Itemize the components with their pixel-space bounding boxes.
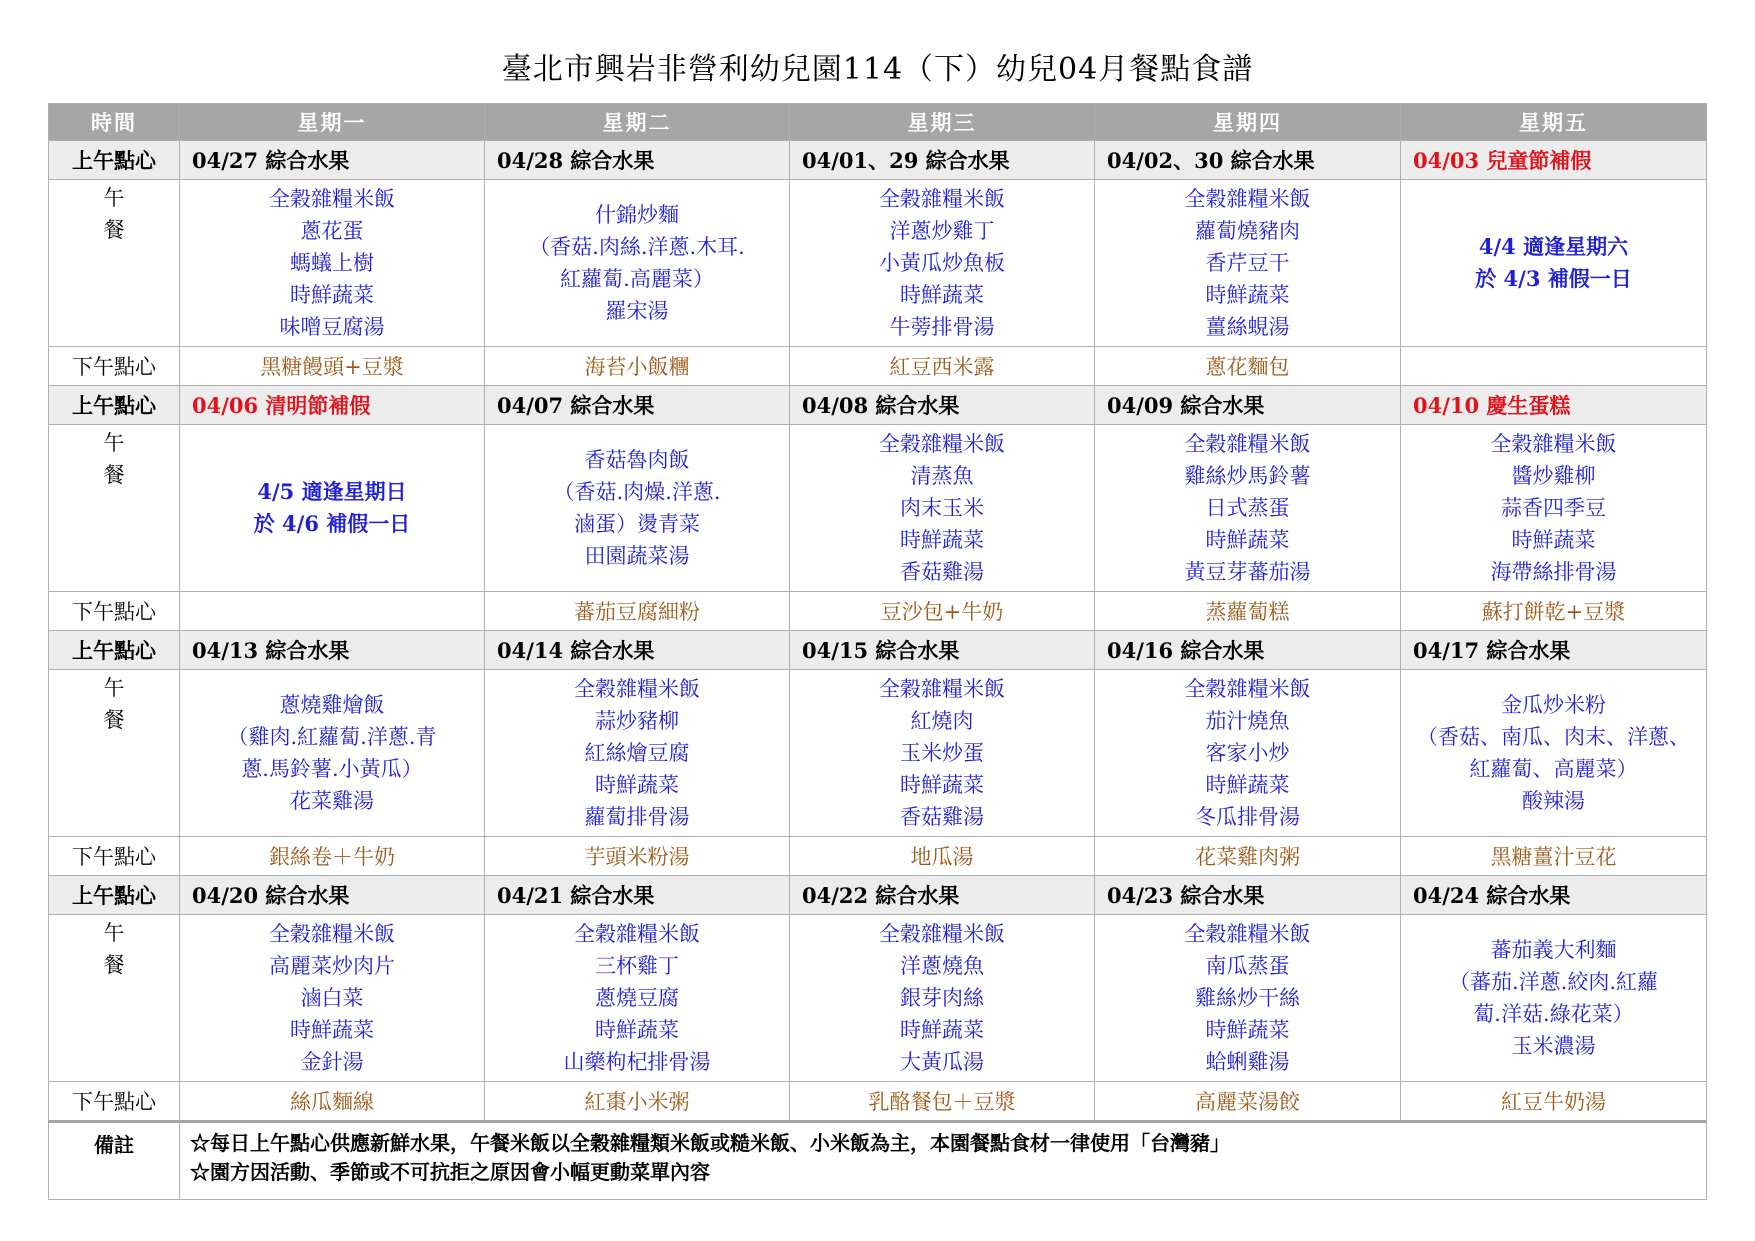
- menu-item: 時鮮蔬菜: [290, 283, 374, 307]
- pm-snack-row: [49, 1082, 1707, 1122]
- menu-item: 4/4 適逢星期六: [1478, 234, 1629, 259]
- menu-item: 冬瓜排骨湯: [1195, 805, 1300, 829]
- notes-row: [49, 1122, 1707, 1200]
- row-label-lunch-text: 午餐: [103, 921, 125, 977]
- menu-item: 大黃瓜湯: [900, 1050, 984, 1074]
- menu-item: 蒜炒豬柳: [595, 709, 679, 733]
- pm-snack-thursday: 蔥花麵包: [1095, 347, 1401, 386]
- notes-text: [180, 1122, 1707, 1200]
- menu-item: 客家小炒: [1205, 741, 1290, 765]
- am-snack-wednesday: 04/01、29 綜合水果: [790, 141, 1095, 180]
- am-snack-row: [49, 631, 1707, 670]
- row-label-notes: 備註: [49, 1122, 180, 1200]
- menu-item: 時鮮蔬菜: [595, 1018, 679, 1042]
- menu-item: 田園蔬菜湯: [584, 544, 690, 568]
- am-snack-monday: 04/06 清明節補假: [180, 386, 485, 425]
- menu-item: 洋蔥炒雞丁: [889, 219, 995, 243]
- pm-snack-friday: [1401, 347, 1707, 386]
- menu-item: 醬炒雞柳: [1511, 464, 1596, 488]
- am-snack-row: [49, 141, 1707, 180]
- menu-item: （香菇.肉燥.洋蔥.: [553, 480, 721, 504]
- menu-item: 滷蛋）燙青菜: [574, 512, 700, 536]
- menu-item: 玉米濃湯: [1511, 1034, 1596, 1058]
- row-label-pm-snack: 下午點心: [49, 837, 180, 876]
- am-snack-thursday: 04/23 綜合水果: [1095, 876, 1401, 915]
- pm-snack-monday: 銀絲卷＋牛奶: [180, 837, 485, 876]
- pm-snack-monday: [180, 592, 485, 631]
- menu-item: 螞蟻上樹: [290, 251, 374, 275]
- row-label-pm-snack: 下午點心: [49, 347, 180, 386]
- menu-item: 玉米炒蛋: [900, 741, 984, 765]
- pm-snack-monday: 黑糖饅頭+豆漿: [180, 347, 485, 386]
- row-label-am-snack: 上午點心: [49, 631, 180, 670]
- menu-item: 蘿蔔排骨湯: [584, 805, 690, 829]
- am-snack-tuesday: 04/07 綜合水果: [485, 386, 790, 425]
- menu-item: 蔥.馬鈴薯.小黃瓜）: [241, 757, 423, 781]
- lunch-row: [49, 915, 1707, 1082]
- pm-snack-tuesday: 蕃茄豆腐細粉: [485, 592, 790, 631]
- lunch-monday: [180, 425, 485, 592]
- row-label-lunch-text: 午餐: [103, 186, 125, 242]
- lunch-tuesday: [485, 180, 790, 347]
- header-tuesday: 星期二: [485, 104, 790, 141]
- pm-snack-row: [49, 347, 1707, 386]
- menu-item: 香芹豆干: [1205, 251, 1290, 275]
- menu-item: 山藥枸杞排骨湯: [563, 1050, 711, 1074]
- menu-item: 於 4/3 補假一日: [1475, 266, 1632, 291]
- menu-item: 什錦炒麵: [595, 203, 679, 227]
- menu-item: （蕃茄.洋蔥.絞肉.紅蘿: [1448, 970, 1659, 994]
- header-row: [49, 104, 1707, 141]
- lunch-tuesday: [485, 915, 790, 1082]
- note-line: ☆每日上午點心供應新鮮水果，午餐米飯以全穀雜糧類米飯或糙米飯、小米飯為主，本園餐點食材一律使用「台灣豬」: [190, 1131, 1230, 1155]
- lunch-thursday: [1095, 670, 1401, 837]
- menu-item: 4/5 適逢星期日: [257, 479, 407, 504]
- menu-item: 於 4/6 補假一日: [253, 511, 411, 536]
- pm-snack-wednesday: 乳酪餐包＋豆漿: [790, 1082, 1095, 1122]
- note-line: ☆園方因活動、季節或不可抗拒之原因會小幅更動菜單內容: [190, 1160, 710, 1184]
- menu-item: 香菇魯肉飯: [584, 448, 690, 472]
- menu-item: 蛤蜊雞湯: [1205, 1050, 1290, 1074]
- lunch-friday: [1401, 670, 1707, 837]
- menu-item: 全穀雜糧米飯: [269, 922, 395, 946]
- menu-item: 南瓜蒸蛋: [1205, 954, 1290, 978]
- header-wednesday: 星期三: [790, 104, 1095, 141]
- menu-item: 全穀雜糧米飯: [1184, 677, 1311, 701]
- am-snack-thursday: 04/16 綜合水果: [1095, 631, 1401, 670]
- menu-item: （香菇、南瓜、肉末、洋蔥、: [1417, 725, 1690, 749]
- menu-item: 小黃瓜炒魚板: [879, 251, 1005, 275]
- pm-snack-wednesday: 紅豆西米露: [790, 347, 1095, 386]
- row-label-lunch-text: 午餐: [103, 676, 125, 732]
- lunch-thursday: [1095, 180, 1401, 347]
- menu-item: 時鮮蔬菜: [900, 283, 984, 307]
- lunch-tuesday: [485, 670, 790, 837]
- am-snack-monday: 04/27 綜合水果: [180, 141, 485, 180]
- menu-item: 紅燒肉: [910, 709, 974, 733]
- am-snack-friday: 04/24 綜合水果: [1401, 876, 1707, 915]
- header-friday: 星期五: [1401, 104, 1707, 141]
- pm-snack-friday: 蘇打餅乾+豆漿: [1401, 592, 1707, 631]
- menu-item: 蔥燒豆腐: [595, 986, 679, 1010]
- menu-item: 銀芽肉絲: [900, 986, 984, 1010]
- am-snack-thursday: 04/02、30 綜合水果: [1095, 141, 1401, 180]
- menu-item: 清蒸魚: [910, 464, 974, 488]
- pm-snack-friday: 黑糖薑汁豆花: [1401, 837, 1707, 876]
- menu-item: 滷白菜: [300, 986, 364, 1010]
- menu-item: 蒜香四季豆: [1501, 496, 1606, 520]
- menu-item: 金針湯: [300, 1050, 364, 1074]
- menu-item: 時鮮蔬菜: [1205, 528, 1290, 552]
- lunch-wednesday: [790, 425, 1095, 592]
- menu-item: 全穀雜糧米飯: [1184, 922, 1311, 946]
- pm-snack-monday: 絲瓜麵線: [180, 1082, 485, 1122]
- menu-item: 紅絲燴豆腐: [584, 741, 690, 765]
- menu-item: 時鮮蔬菜: [290, 1018, 374, 1042]
- am-snack-thursday: 04/09 綜合水果: [1095, 386, 1401, 425]
- menu-item: 全穀雜糧米飯: [879, 432, 1005, 456]
- lunch-wednesday: [790, 915, 1095, 1082]
- lunch-thursday: [1095, 425, 1401, 592]
- menu-item: 花菜雞湯: [290, 789, 374, 813]
- pm-snack-row: [49, 592, 1707, 631]
- menu-item: 紅蘿蔔.高麗菜）: [560, 267, 714, 291]
- row-label-lunch: [49, 425, 180, 592]
- menu-item: 茄汁燒魚: [1205, 709, 1290, 733]
- am-snack-wednesday: 04/15 綜合水果: [790, 631, 1095, 670]
- menu-item: 肉末玉米: [900, 496, 984, 520]
- row-label-am-snack: 上午點心: [49, 141, 180, 180]
- row-label-lunch: [49, 180, 180, 347]
- am-snack-monday: 04/13 綜合水果: [180, 631, 485, 670]
- menu-item: 全穀雜糧米飯: [1184, 187, 1311, 211]
- am-snack-wednesday: 04/22 綜合水果: [790, 876, 1095, 915]
- menu-item: （雞肉.紅蘿蔔.洋蔥.青: [227, 725, 437, 749]
- menu-item: 酸辣湯: [1522, 789, 1585, 813]
- lunch-row: [49, 425, 1707, 592]
- lunch-wednesday: [790, 670, 1095, 837]
- menu-item: 全穀雜糧米飯: [1184, 432, 1311, 456]
- am-snack-friday: 04/17 綜合水果: [1401, 631, 1707, 670]
- menu-item: 味噌豆腐湯: [279, 315, 385, 339]
- row-label-pm-snack: 下午點心: [49, 1082, 180, 1122]
- menu-item: 洋蔥燒魚: [900, 954, 984, 978]
- lunch-monday: [180, 670, 485, 837]
- am-snack-wednesday: 04/08 綜合水果: [790, 386, 1095, 425]
- header-monday: 星期一: [180, 104, 485, 141]
- pm-snack-thursday: 高麗菜湯餃: [1095, 1082, 1401, 1122]
- menu-item: 全穀雜糧米飯: [574, 677, 700, 701]
- lunch-row: [49, 180, 1707, 347]
- pm-snack-row: [49, 837, 1707, 876]
- pm-snack-tuesday: 芋頭米粉湯: [485, 837, 790, 876]
- menu-item: 牛蒡排骨湯: [889, 315, 995, 339]
- pm-snack-thursday: 花菜雞肉粥: [1095, 837, 1401, 876]
- menu-item: 紅蘿蔔、高麗菜）: [1469, 757, 1638, 781]
- menu-item: 時鮮蔬菜: [595, 773, 679, 797]
- header-thursday: 星期四: [1095, 104, 1401, 141]
- menu-item: 全穀雜糧米飯: [1490, 432, 1617, 456]
- menu-item: 蘿蔔燒豬肉: [1195, 219, 1300, 243]
- am-snack-friday: 04/03 兒童節補假: [1401, 141, 1707, 180]
- menu-item: 全穀雜糧米飯: [879, 187, 1005, 211]
- menu-item: 蕃茄義大利麵: [1490, 938, 1617, 962]
- menu-table: [48, 103, 1707, 1200]
- menu-item: 蔥花蛋: [300, 219, 364, 243]
- menu-item: 三杯雞丁: [595, 954, 679, 978]
- menu-item: 蔔.洋菇.綠花菜）: [1473, 1002, 1634, 1026]
- menu-item: 黃豆芽蕃茄湯: [1184, 560, 1311, 584]
- row-label-am-snack: 上午點心: [49, 386, 180, 425]
- row-label-lunch: [49, 915, 180, 1082]
- menu-item: 時鮮蔬菜: [900, 1018, 984, 1042]
- am-snack-row: [49, 386, 1707, 425]
- menu-item: 香菇雞湯: [900, 560, 984, 584]
- header-time: 時間: [49, 104, 180, 141]
- menu-item: 時鮮蔬菜: [900, 528, 984, 552]
- pm-snack-wednesday: 豆沙包+牛奶: [790, 592, 1095, 631]
- menu-item: 時鮮蔬菜: [900, 773, 984, 797]
- pm-snack-tuesday: 海苔小飯糰: [485, 347, 790, 386]
- am-snack-friday: 04/10 慶生蛋糕: [1401, 386, 1707, 425]
- row-label-lunch: [49, 670, 180, 837]
- lunch-friday: [1401, 915, 1707, 1082]
- lunch-friday: [1401, 180, 1707, 347]
- lunch-row: [49, 670, 1707, 837]
- pm-snack-wednesday: 地瓜湯: [790, 837, 1095, 876]
- menu-item: 香菇雞湯: [900, 805, 984, 829]
- lunch-monday: [180, 180, 485, 347]
- pm-snack-tuesday: 紅棗小米粥: [485, 1082, 790, 1122]
- lunch-monday: [180, 915, 485, 1082]
- row-label-am-snack: 上午點心: [49, 876, 180, 915]
- lunch-thursday: [1095, 915, 1401, 1082]
- menu-item: 金瓜炒米粉: [1501, 693, 1606, 717]
- am-snack-tuesday: 04/21 綜合水果: [485, 876, 790, 915]
- menu-item: 高麗菜炒肉片: [269, 954, 395, 978]
- lunch-friday: [1401, 425, 1707, 592]
- page-title: 臺北市興岩非營利幼兒園114（下）幼兒04月餐點食譜: [501, 52, 1254, 87]
- menu-item: 時鮮蔬菜: [1511, 528, 1596, 552]
- am-snack-tuesday: 04/28 綜合水果: [485, 141, 790, 180]
- menu-item: 時鮮蔬菜: [1205, 283, 1290, 307]
- am-snack-monday: 04/20 綜合水果: [180, 876, 485, 915]
- menu-item: 薑絲蜆湯: [1205, 315, 1290, 339]
- am-snack-tuesday: 04/14 綜合水果: [485, 631, 790, 670]
- menu-item: 雞絲炒馬鈴薯: [1184, 464, 1311, 488]
- lunch-tuesday: [485, 425, 790, 592]
- menu-item: 羅宋湯: [605, 299, 669, 323]
- menu-item: 雞絲炒干絲: [1195, 986, 1300, 1010]
- menu-item: 時鮮蔬菜: [1205, 773, 1290, 797]
- menu-item: 全穀雜糧米飯: [269, 187, 395, 211]
- lunch-wednesday: [790, 180, 1095, 347]
- menu-item: 全穀雜糧米飯: [879, 922, 1005, 946]
- menu-item: 蔥燒雞燴飯: [279, 693, 385, 717]
- pm-snack-friday: 紅豆牛奶湯: [1401, 1082, 1707, 1122]
- menu-item: 日式蒸蛋: [1205, 496, 1290, 520]
- am-snack-row: [49, 876, 1707, 915]
- menu-item: （香菇.肉絲.洋蔥.木耳.: [529, 235, 745, 259]
- menu-item: 全穀雜糧米飯: [879, 677, 1005, 701]
- menu-item: 海帶絲排骨湯: [1490, 560, 1617, 584]
- row-label-lunch-text: 午餐: [103, 431, 125, 487]
- row-label-pm-snack: 下午點心: [49, 592, 180, 631]
- menu-item: 時鮮蔬菜: [1205, 1018, 1290, 1042]
- menu-item: 全穀雜糧米飯: [574, 922, 700, 946]
- pm-snack-thursday: 蒸蘿蔔糕: [1095, 592, 1401, 631]
